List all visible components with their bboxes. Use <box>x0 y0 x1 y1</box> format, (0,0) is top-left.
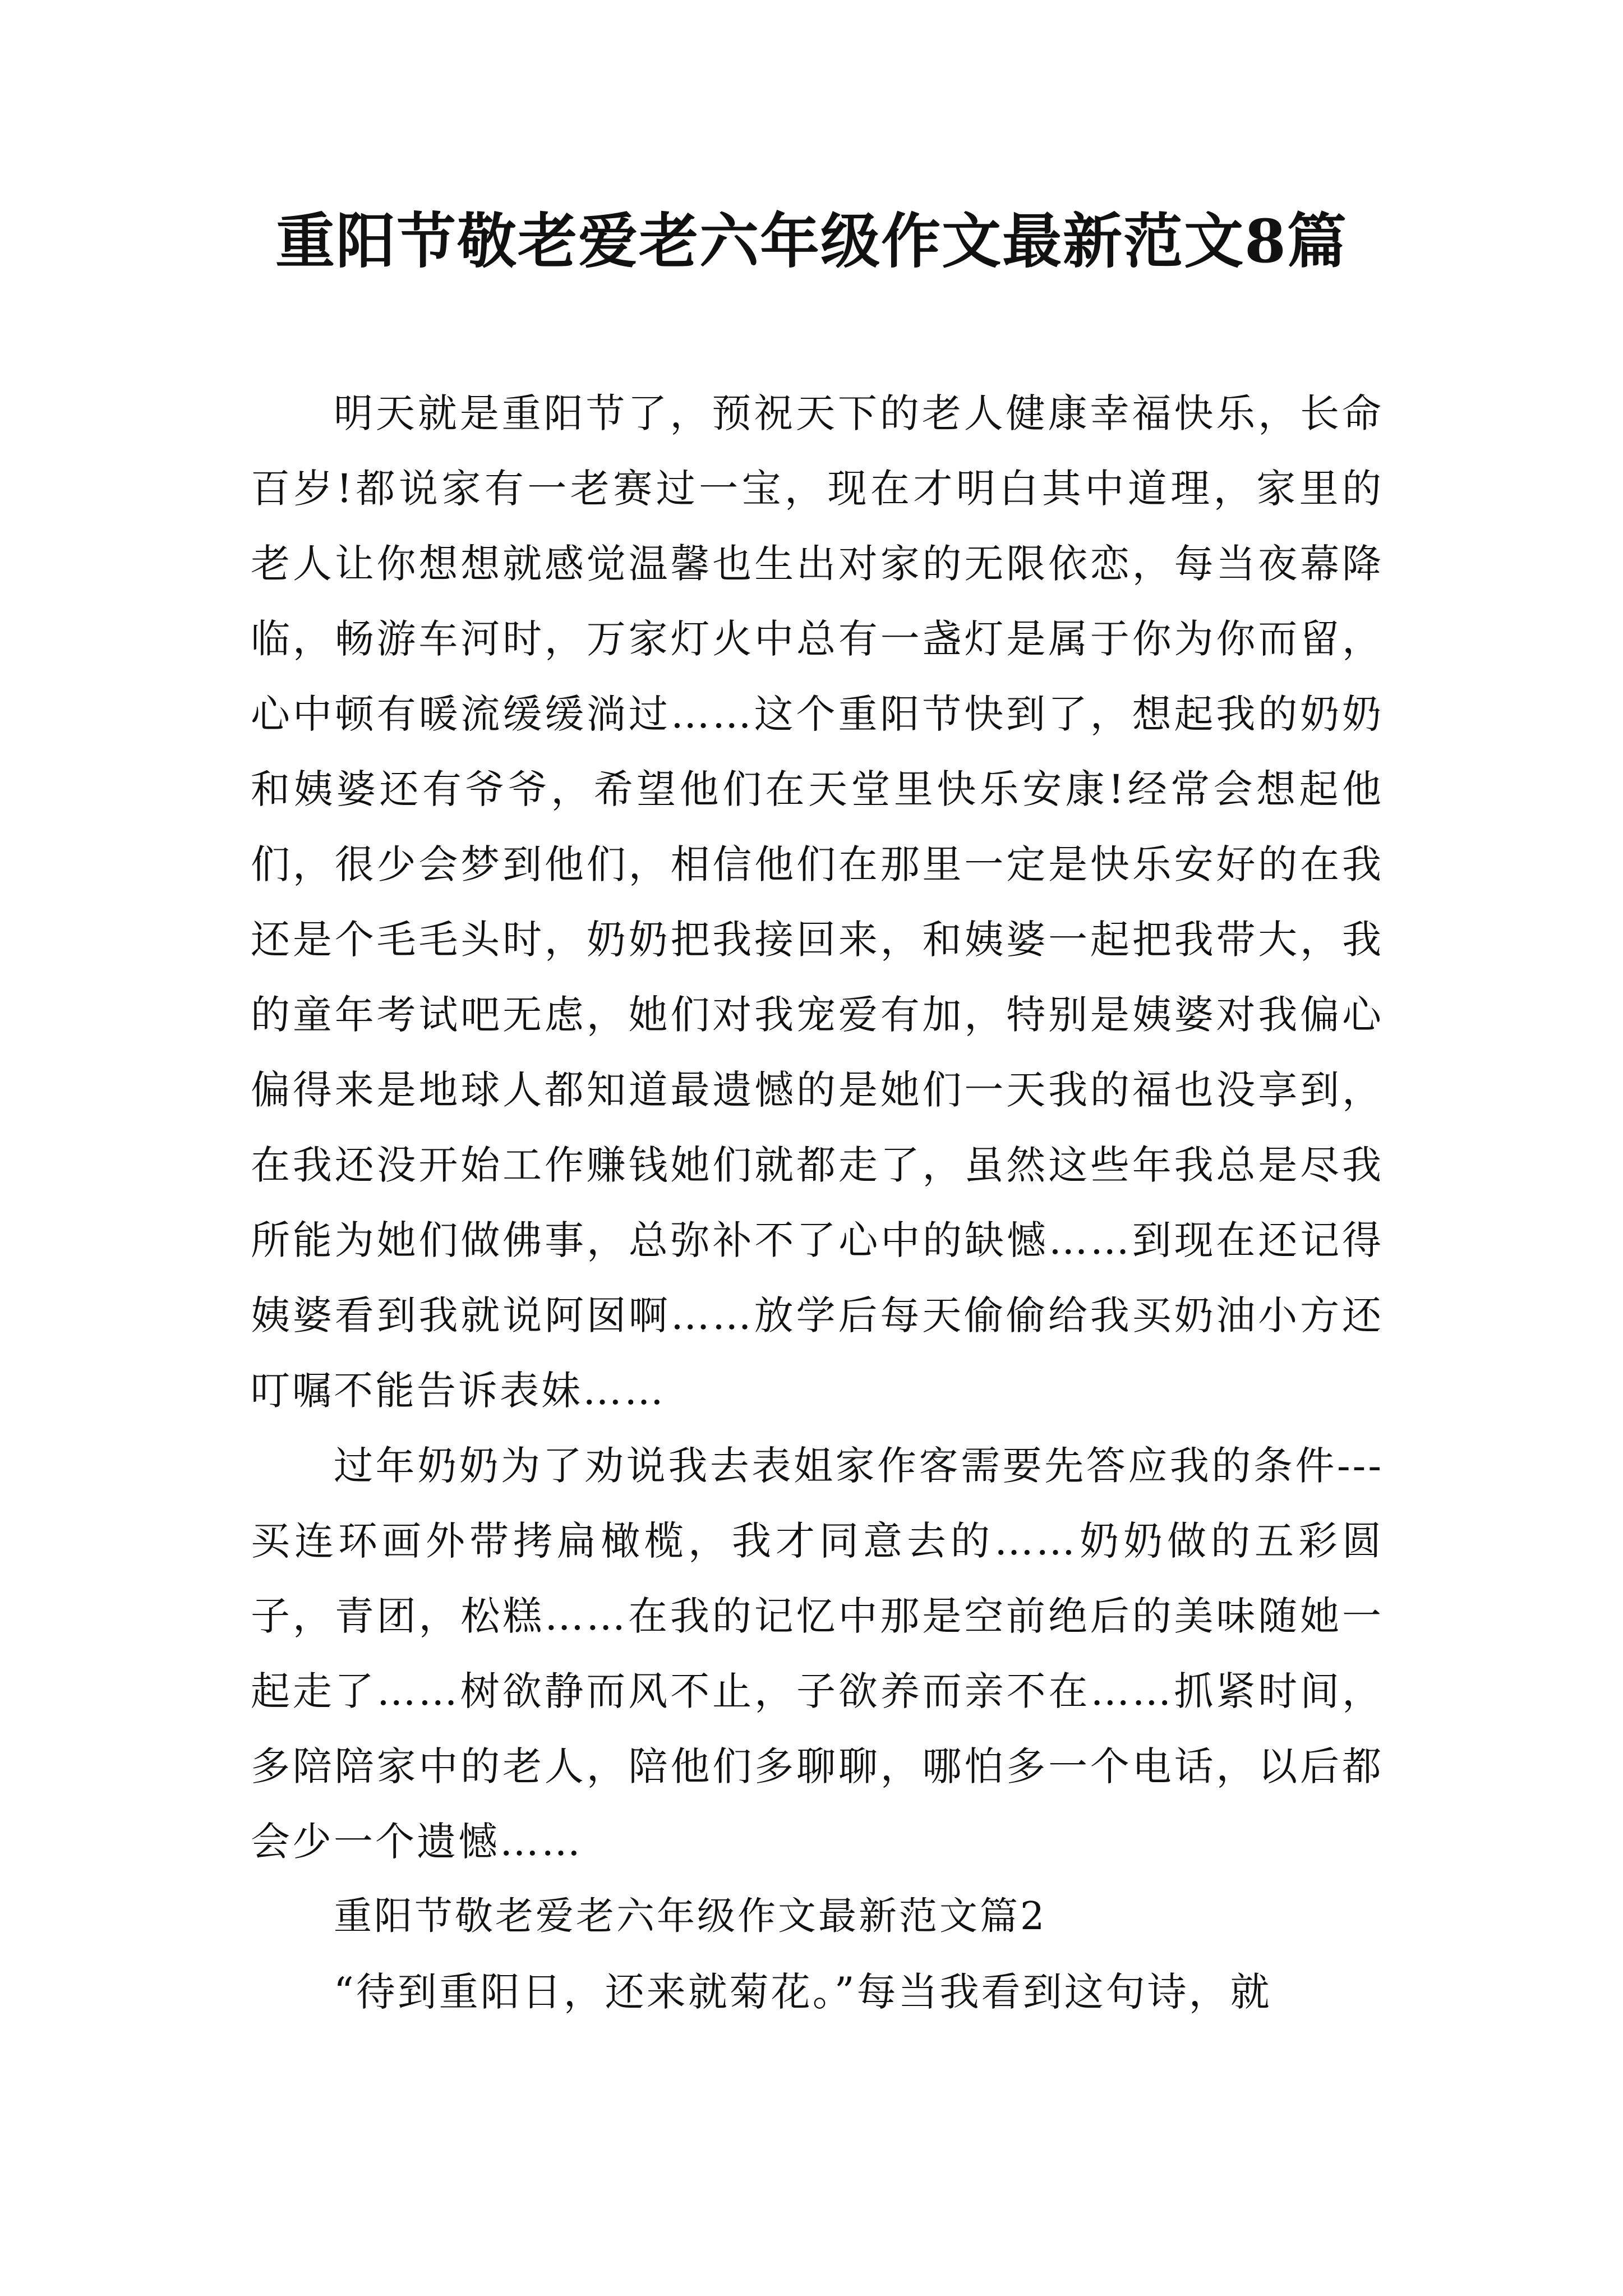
paragraph-3: “待到重阳日，还来就菊花。”每当我看到这句诗，就 <box>334 1969 1272 2015</box>
paragraph-2: 过年奶奶为了劝说我去表姐家作客需要先答应我的条件---买连环画外带拷扁橄榄，我才同意去的……奶奶做的五彩圆子，青团，松糕……在我的记忆中那是空前绝后的美味随她一起走了……树欲静而风不止，子欲养而亲不在……抓紧时间，多陪陪家中的老人，陪他们多聊聊，哪怕多一个电话，以后都会少一个遗憾…… <box>251 1443 1384 1865</box>
section-heading-2: 重阳节敬老爱老六年级作文最新范文篇2 <box>334 1894 1047 1939</box>
paragraph-1: 明天就是重阳节了，预祝天下的老人健康幸福快乐，长命百岁!都说家有一老赛过一宝，现在才明白其中道理，家里的老人让你想想就感觉温馨也生出对家的无限依恋，每当夜幕降临，畅游车河时，万家灯火中总有一盏灯是属于你为你而留，心中顿有暖流缓缓淌过……这个重阳节快到了，想起我的奶奶和姨婆还有爷爷，希望他们在天堂里快乐安康!经常会想起他们，很少会梦到他们，相信他们在那里一定是快乐安好的在我还是个毛毛头时，奶奶把我接回来，和姨婆一起把我带大，我的童年考试吧无虑，她们对我宠爱有加，特别是姨婆对我偏心偏得来是地球人都知道最遗憾的是她们一天我的福也没享到，在我还没开始工作赚钱她们就都走了，虽然这些年我总是尽我所能为她们做佛事，总弥补不了心中的缺憾……到现在还记得姨婆看到我就说阿囡啊……放学后每天偷偷给我买奶油小方还叮嘱不能告诉表妹…… <box>251 390 1384 1414</box>
document-title: 重阳节敬老爱老六年级作文最新范文8篇 <box>275 206 1348 276</box>
document-body <box>251 376 1384 2030</box>
